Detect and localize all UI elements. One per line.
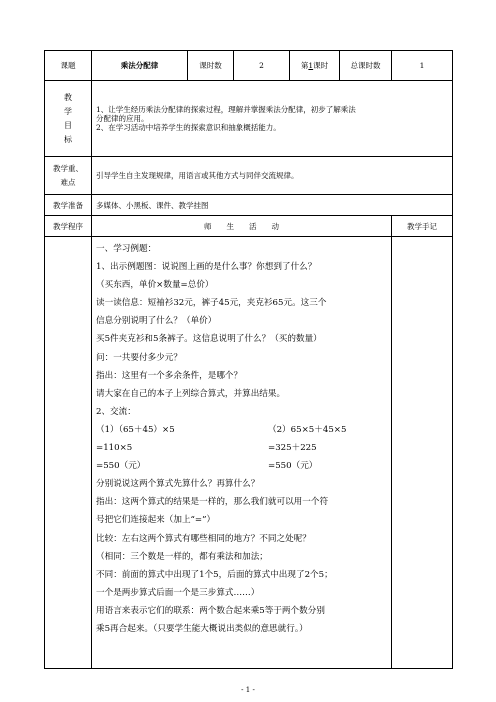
activity-line: 用语言来表示它们的联系：两个数合起来乘5等于两个数分别 [96,605,325,616]
objective-line: 2、在学习活动中培养学生的探索意识和抽象概括能力。 [96,123,281,132]
objective-line: 1、让学生经历乘法分配律的探索过程，理解并掌握乘法分配律，初步了解乘法 [96,105,356,114]
activity-line: 买5件夹克衫和5条裤子。这信息说明了什么？（买的数量） [96,334,322,345]
objectives-label-char: 标 [64,134,72,144]
objectives-text [92,81,453,157]
activity-line: 问：一共要付多少元？ [96,352,182,363]
activity-line: 请大家在自己的本子上列综合算式，并算出结果。 [96,388,286,399]
equation-right: =325＋225 [268,443,317,454]
lesson-suffix: 课时 [313,61,329,70]
activity-line: 分别说说这两个算式先算什么？再算什么？ [96,479,260,490]
key-points-row [45,157,453,195]
key-points-label [45,157,92,195]
equation-left: =550（元） [96,461,146,472]
hours-value: 2 [234,51,290,81]
hours-label: 课时数 [188,51,234,81]
objectives-label-char: 教 [64,92,72,102]
header-row [45,51,453,81]
equation-left: （1）（65＋45）×5 [96,424,175,435]
activity-line: 读一读信息：短袖衫32元，裤子45元，夹克衫65元。这三个 [96,298,327,309]
preparation-label: 教学准备 [45,195,92,216]
activity-line: 比较：左右这两个算式有哪些相同的地方？不同之处呢？ [96,533,311,544]
topic-label: 课题 [45,51,92,81]
objectives-label-char: 学 [64,106,72,116]
activity-line: 不同：前面的算式中出现了1个5，后面的算式中出现了2个5； [96,569,333,580]
equation-line [96,421,387,439]
preparation-text: 多媒体、小黑板、课件、教学挂图 [92,195,453,216]
equation-left: =110×5 [96,443,133,454]
equation-line [96,457,387,475]
procedure-header: 教学程序 [45,216,92,237]
activity-line: 2、交流： [96,406,136,417]
key-points-text: 引导学生自主发现规律，用语言或其他方式与同伴交流规律。 [92,157,453,195]
objective-line: 分配律的应用。 [96,114,149,123]
notes-cell [392,237,453,669]
equation-right: （2）65×5＋45×5 [268,424,347,435]
topic-value: 乘法分配律 [92,51,188,81]
process-row [45,237,453,669]
objectives-label-char: 目 [64,120,72,130]
activity-line: 一、学习例题： [96,244,157,254]
notes-header: 教学手记 [392,216,453,237]
preparation-row [45,195,453,216]
activity-line: 号把它们连接起来（加上“=”） [96,515,216,526]
objectives-label [45,81,92,157]
total-hours-label: 总课时数 [340,51,392,81]
activity-line: 1、出示例题图：说说图上画的是什么事？你想到了什么？ [96,262,317,273]
activity-line: （相同：三个数是一样的，都有乘法和加法； [96,551,268,562]
procedure-cell [45,237,92,669]
equation-right: =550（元） [268,461,318,472]
lesson-number: 1 [308,61,314,70]
page-number: - 1 - [241,686,255,694]
equation-line [96,439,387,457]
activity-line: 信息分别说明了什么？（单价） [96,316,217,327]
activity-line: 指出：这里有一个多余条件，是哪个？ [96,370,243,381]
activity-line: （买东西，单价×数量=总价） [96,280,214,291]
activity-header: 师 生 活 动 [92,216,392,237]
total-hours-value: 1 [392,51,453,81]
lesson-prefix: 第 [300,61,309,70]
objectives-row [45,81,453,157]
activity-line: 指出：这两个算式的结果是一样的，那么我们就可以用一个符 [96,497,329,508]
process-header-row [45,216,453,237]
activity-line: 一个是两步算式后面一个是三步算式……） [96,587,260,598]
key-points-label-line: 难点 [60,177,76,187]
activity-cell [92,237,392,669]
activity-line: 乘5再合起来。（只要学生能大概说出类似的意思就行。） [96,623,308,634]
lesson-number-cell [290,51,340,81]
key-points-label-line: 教学重、 [53,163,83,173]
lesson-plan-table [44,50,453,669]
